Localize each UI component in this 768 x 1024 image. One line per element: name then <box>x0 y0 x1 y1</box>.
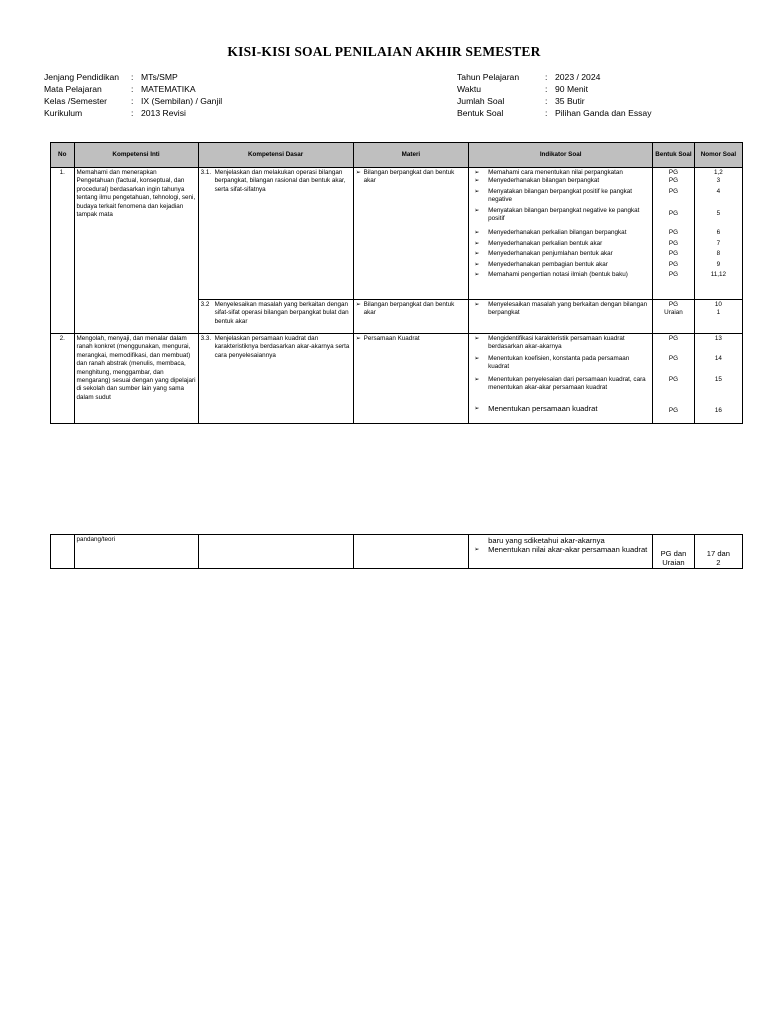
bullet-arrow-icon: ➢ <box>474 260 480 268</box>
bullet-arrow-icon: ➢ <box>474 335 480 342</box>
kompetensi-dasar-cell <box>198 535 353 569</box>
bullet-arrow-icon: ➢ <box>474 301 480 308</box>
bullet-arrow-icon: ➢ <box>474 405 480 412</box>
meta-colon: : <box>131 108 134 118</box>
meta-colon: : <box>545 84 548 94</box>
indikator-text: Menyatakan bilangan berpangkat negative ke pangkat positif <box>488 206 640 223</box>
indikator-text: Mengidentifikasi karakteristik persamaan kuadrat berdasarkan akar-akarnya <box>488 335 625 351</box>
nomor-value: 17 dan <box>706 549 731 558</box>
bentuk-text: PG <box>668 209 679 217</box>
kompetensi-dasar-cell <box>198 300 353 334</box>
nomor-value: 2 <box>716 558 721 567</box>
bentuk-value: PG <box>668 355 679 362</box>
bullet-arrow-icon: ➢ <box>474 250 480 258</box>
bullet-arrow-icon: ➢ <box>474 239 480 247</box>
bullet-arrow-icon: ➢ <box>474 546 480 553</box>
materi-text: Bilangan berpangkat dan bentuk akar <box>363 169 455 185</box>
nomor-value: 7 <box>716 239 721 247</box>
bentuk-value: PG <box>668 177 679 185</box>
meta-value: 90 Menit <box>555 84 588 94</box>
nomor-value: 13 <box>714 335 722 342</box>
nomor-value: 15 <box>714 376 722 383</box>
nomor-value: 8 <box>716 250 721 258</box>
kd-text: Menjelaskan persamaan kuadrat dan karakteristiknya berdasarkan akar-akarnya serta cara penyelesaiannya <box>214 335 350 359</box>
nomor-text: 5 <box>716 209 721 217</box>
indikator-text: Menyelesaikan masalah yang berkaitan dengan bilangan berpangkat <box>488 301 648 317</box>
materi-text: Persamaan Kuadrat <box>363 335 420 342</box>
bentuk-value: PG <box>668 228 679 236</box>
row-number: 1. <box>51 168 75 334</box>
indikator-text: Memahami pengertian notasi ilmiah (bentuk baku) <box>488 271 628 279</box>
bentuk-value: PG dan <box>660 549 687 558</box>
bullet-arrow-icon: ➢ <box>355 335 361 342</box>
nomor-value: 11,12 <box>710 271 727 279</box>
header-no: No <box>51 143 75 168</box>
nomor-value: 10 <box>714 301 722 308</box>
row-number: 2. <box>51 334 75 424</box>
indikator-text: Menentukan persamaan kuadrat <box>488 404 598 413</box>
kompetensi-dasar-cell <box>198 168 353 300</box>
bullet-arrow-icon: ➢ <box>355 169 361 176</box>
meta-row-jumlah <box>457 95 652 107</box>
nomor-soal-cell <box>694 168 742 300</box>
indikator-text: Menyederhanakan bilangan berpangkat <box>488 177 600 185</box>
bentuk-value <box>655 207 692 229</box>
nomor-soal-cell <box>694 334 742 424</box>
bullet-arrow-icon: ➢ <box>474 206 480 214</box>
bentuk-soal-cell <box>653 334 695 424</box>
indikator-text: Menyederhanakan pembagian bentuk akar <box>488 260 608 268</box>
bentuk-value: PG <box>668 250 679 258</box>
bullet-arrow-icon: ➢ <box>474 376 480 383</box>
indikator-text: baru yang sdiketahui akar-akarnya <box>488 536 605 545</box>
bullet-arrow-icon: ➢ <box>474 187 480 195</box>
meta-colon: : <box>131 84 134 94</box>
bentuk-value: PG <box>668 301 679 308</box>
bentuk-value: Uraian <box>662 558 685 567</box>
meta-value: 35 Butir <box>555 96 585 106</box>
materi-cell <box>353 300 469 334</box>
indikator-text: Menyatakan bilangan berpangkat positif ke pangkat negative <box>488 187 633 204</box>
indikator-text: Menentukan koefisien, konstanta pada persamaan kuadrat <box>488 355 630 371</box>
indikator-text: Menyederhanakan penjumlahan bentuk akar <box>488 250 613 258</box>
nomor-soal-cell <box>694 300 742 334</box>
meta-label: Mata Pelajaran <box>44 84 102 94</box>
meta-row-mapel <box>44 83 222 95</box>
bentuk-value: PG <box>668 335 679 342</box>
meta-colon: : <box>545 108 548 118</box>
nomor-value: 3 <box>716 177 721 185</box>
meta-left <box>44 71 222 119</box>
meta-colon: : <box>545 72 548 82</box>
bentuk-value: PG <box>668 271 679 279</box>
bullet-arrow-icon: ➢ <box>474 177 480 185</box>
meta-value: Pilihan Ganda dan Essay <box>555 108 652 118</box>
meta-colon: : <box>131 72 134 82</box>
meta-label: Bentuk Soal <box>457 108 504 118</box>
kd-number: 3.3. <box>200 335 212 342</box>
meta-label: Tahun Pelajaran <box>457 72 520 82</box>
kd-number: 3.1. <box>200 169 212 176</box>
nomor-value: 1 <box>716 309 721 317</box>
table-header-row <box>51 143 743 168</box>
indikator-text: Menyederhanakan perkalian bentuk akar <box>488 239 603 247</box>
row-number <box>51 535 75 569</box>
meta-value: 2023 / 2024 <box>555 72 601 82</box>
header-nomor-soal: Nomor Soal <box>694 143 742 168</box>
meta-colon: : <box>131 96 134 106</box>
meta-row-waktu <box>457 83 652 95</box>
bullet-arrow-icon: ➢ <box>474 355 480 362</box>
meta-row-bentuk <box>457 107 652 119</box>
header-kompetensi-dasar: Kompetensi Dasar <box>198 143 353 168</box>
kisi-kisi-table <box>50 142 743 424</box>
indikator-cell <box>469 334 653 424</box>
bullet-arrow-icon: ➢ <box>474 169 480 176</box>
nomor-value: 16 <box>714 407 722 414</box>
kompetensi-inti-cell: Memahami dan menerapkan Pengetahuan (factual, konseptual, dan procedural) berdasarkan ingin tahunya tentang ilmu pengetahuan, tehnologi, seni, budaya terkait fenomena dan kejadian tampak mata <box>74 168 198 334</box>
table-row <box>51 334 743 424</box>
meta-value: MATEMATIKA <box>141 84 196 94</box>
kisi-kisi-table-continued <box>50 534 743 569</box>
bentuk-value: PG <box>668 169 679 176</box>
nomor-value: 4 <box>716 187 721 195</box>
bullet-arrow-icon: ➢ <box>474 271 480 279</box>
bullet-arrow-icon: ➢ <box>474 228 480 236</box>
kd-text: Menjelaskan dan melakukan operasi bilangan berpangkat, bilangan rasional dan bentuk akar, serta sifat-sifatnya <box>214 169 346 193</box>
indikator-text: Memahami cara menentukan nilai perpangkatan <box>488 169 623 176</box>
nomor-value: 1,2 <box>714 169 723 176</box>
materi-cell <box>353 535 469 569</box>
meta-row-tahun <box>457 71 652 83</box>
indikator-cell <box>469 300 653 334</box>
kompetensi-inti-cell: Mengolah, menyaji, dan menalar dalam ranah konkret (menggunakan, mengurai, merangkai, memodifikasi, dan membuat) dan ranah abstrak (menulis, membaca, menghitung, menggambar, dan mengarang) sesuai dengan yang dipelajari di sekolah dan sumber lain yang sama dalam sudut <box>74 334 198 424</box>
meta-value: IX (Sembilan) / Ganjil <box>141 96 223 106</box>
indikator-cell <box>469 168 653 300</box>
table-row <box>51 168 743 300</box>
bentuk-value: PG <box>668 239 679 247</box>
kd-text: Menyelesaikan masalah yang berkaitan dengan sifat-sifat operasi bilangan berpangkat bulat dan bentuk akar <box>214 301 349 325</box>
header-materi: Materi <box>353 143 469 168</box>
materi-cell <box>353 334 469 424</box>
nomor-soal-cell <box>694 535 742 569</box>
indikator-cell <box>469 535 653 569</box>
header-kompetensi-inti: Kompetensi Inti <box>74 143 198 168</box>
meta-row-kurikulum <box>44 107 222 119</box>
bentuk-soal-cell <box>653 535 695 569</box>
nomor-value: 14 <box>714 355 722 362</box>
indikator-text: Menentukan nilai akar-akar persamaan kuadrat <box>488 545 648 554</box>
header-indikator-soal: Indikator Soal <box>469 143 653 168</box>
meta-label: Jumlah Soal <box>457 96 505 106</box>
page-title: KISI-KISI SOAL PENILAIAN AKHIR SEMESTER <box>227 44 541 59</box>
bentuk-value: PG <box>668 187 679 195</box>
bentuk-value: PG <box>668 260 679 268</box>
kompetensi-inti-cell: pandang/teori <box>74 535 198 569</box>
bentuk-value: PG <box>668 407 679 414</box>
meta-label: Kurikulum <box>44 108 83 118</box>
header-bentuk-soal: Bentuk Soal <box>653 143 695 168</box>
meta-right <box>457 71 652 119</box>
bullet-arrow-icon: ➢ <box>355 301 361 308</box>
meta-row-jenjang <box>44 71 222 83</box>
nomor-value: 9 <box>716 260 721 268</box>
kd-number: 3.2 <box>200 301 210 308</box>
meta-label: Waktu <box>457 84 482 94</box>
materi-cell <box>353 168 469 300</box>
indikator-text: Menentukan penyelesaian dari persamaan kuadrat, cara menentukan akar-akar persamaan kuadrat <box>488 376 646 392</box>
materi-text: Bilangan berpangkat dan bentuk akar <box>363 301 455 317</box>
nomor-value <box>697 207 740 229</box>
indikator-text: Menyederhanakan perkalian bilangan berpangkat <box>488 228 627 236</box>
bentuk-soal-cell <box>653 300 695 334</box>
meta-value: 2013 Revisi <box>141 108 186 118</box>
nomor-value: 6 <box>716 228 721 236</box>
meta-label: Kelas /Semester <box>44 96 108 106</box>
bentuk-soal-cell <box>653 168 695 300</box>
meta-value: MTs/SMP <box>141 72 178 82</box>
bentuk-value: PG <box>668 376 679 383</box>
meta-label: Jenjang Pendidikan <box>44 72 120 82</box>
meta-row-kelas <box>44 95 222 107</box>
kompetensi-dasar-cell <box>198 334 353 424</box>
meta-colon: : <box>545 96 548 106</box>
bentuk-value: Uraian <box>664 309 683 317</box>
table-row <box>51 535 743 569</box>
